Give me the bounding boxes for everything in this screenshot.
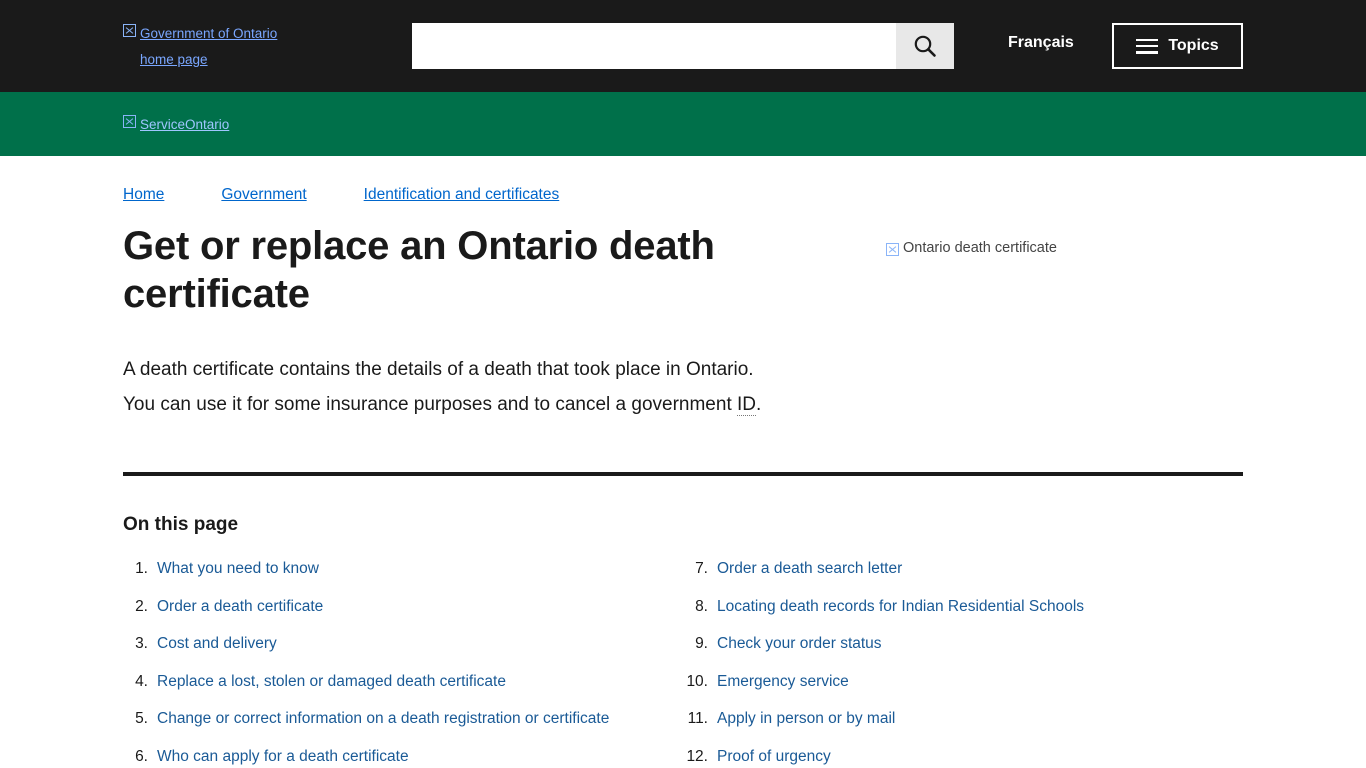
list-item[interactable] (123, 625, 683, 663)
hero-image-alt-text: Ontario death certificate (903, 240, 1057, 256)
toc-column-right (683, 550, 1243, 768)
toc-link-order-a-death-certificate[interactable]: Order a death certificate (157, 597, 324, 615)
toc-link-change-or-correct-information[interactable]: Change or correct information on a death registration or certificate (157, 710, 610, 728)
toc-number: 3. (135, 635, 148, 653)
page-title: Get or replace an Ontario death certificate (123, 224, 715, 316)
list-item[interactable] (683, 738, 1243, 768)
toc-link-cost-and-delivery[interactable]: Cost and delivery (157, 635, 277, 653)
site-header (0, 0, 1366, 92)
search-input[interactable] (412, 23, 896, 69)
toc-number: 7. (695, 560, 708, 577)
list-item[interactable] (683, 700, 1243, 738)
ontario-logo-alt-text: Government of Ontario home page (140, 26, 278, 67)
section-divider (123, 472, 1243, 476)
on-this-page-heading: On this page (123, 514, 239, 535)
search-icon (912, 33, 938, 59)
breadcrumb-item-home[interactable]: Home (123, 186, 165, 203)
page-intro (123, 352, 858, 422)
topics-button-label: Topics (1168, 37, 1219, 54)
toc-link-what-you-need-to-know[interactable]: What you need to know (157, 560, 319, 577)
serviceontario-logo-link[interactable] (123, 110, 229, 138)
page-intro-line-2-text: You can use it for some insurance purposes and to cancel a government (123, 394, 738, 415)
toc-link-proof-of-urgency[interactable]: Proof of urgency (717, 747, 831, 765)
toc-link-emergency-service[interactable]: Emergency service (717, 672, 849, 690)
ontario-logo-link[interactable] (123, 19, 313, 73)
list-item[interactable] (683, 588, 1243, 626)
toc-link-replace-a-lost-stolen-or-damaged-death-certificate[interactable]: Replace a lost, stolen or damaged death certificate (157, 672, 506, 690)
page-intro-line-2 (123, 387, 858, 422)
toc-number: 2. (135, 597, 148, 615)
list-item[interactable] (683, 625, 1243, 663)
toc-number: 9. (695, 635, 708, 653)
toc-number: 11. (687, 710, 708, 728)
toc-number: 12. (686, 747, 708, 765)
page-intro-line-1: A death certificate contains the details of a death that took place in Ontario. (123, 359, 754, 380)
toc-link-order-a-death-search-letter[interactable]: Order a death search letter (717, 560, 903, 577)
list-item[interactable] (683, 663, 1243, 701)
breadcrumb-item-government[interactable]: Government (221, 186, 307, 203)
abbr-id: ID (737, 394, 757, 415)
list-item[interactable] (123, 663, 683, 701)
list-item[interactable] (123, 700, 683, 738)
toc-number: 6. (135, 747, 148, 765)
toc-link-apply-in-person-or-by-mail[interactable]: Apply in person or by mail (717, 710, 896, 728)
list-item[interactable] (683, 550, 1243, 588)
breadcrumb-item-identification-and-certificates[interactable]: Identification and certificates (363, 186, 560, 203)
toc-number: 4. (135, 672, 148, 690)
search-bar[interactable] (412, 23, 954, 69)
page-header-section (123, 222, 1243, 422)
toc-number: 10. (686, 672, 708, 690)
main-content (0, 156, 1366, 768)
hero-image-placeholder (886, 240, 1243, 256)
toc-column-left (123, 550, 683, 768)
page-intro-line-2-period: . (756, 394, 762, 415)
list-item[interactable] (123, 550, 683, 588)
breadcrumb (123, 156, 1243, 204)
hamburger-icon (1136, 39, 1158, 54)
toc-number: 1. (135, 560, 148, 577)
serviceontario-band (0, 92, 1366, 156)
toc-number: 5. (135, 710, 148, 728)
search-button[interactable] (896, 23, 954, 69)
francais-link[interactable]: Français (1008, 34, 1074, 51)
table-of-contents (123, 550, 1243, 768)
toc-link-locating-death-records-indian-residential-schools[interactable]: Locating death records for Indian Residential Schools (717, 597, 1085, 615)
list-item[interactable] (123, 738, 683, 768)
topics-menu-button[interactable] (1112, 23, 1243, 69)
broken-image-icon (886, 243, 899, 256)
toc-link-check-your-order-status[interactable]: Check your order status (717, 635, 882, 653)
broken-image-icon (123, 115, 136, 128)
serviceontario-logo-alt-text: ServiceOntario (140, 117, 230, 132)
toc-number: 8. (695, 597, 708, 615)
toc-link-who-can-apply-for-a-death-certificate[interactable]: Who can apply for a death certificate (157, 747, 409, 765)
broken-image-icon (123, 24, 136, 37)
list-item[interactable] (123, 588, 683, 626)
